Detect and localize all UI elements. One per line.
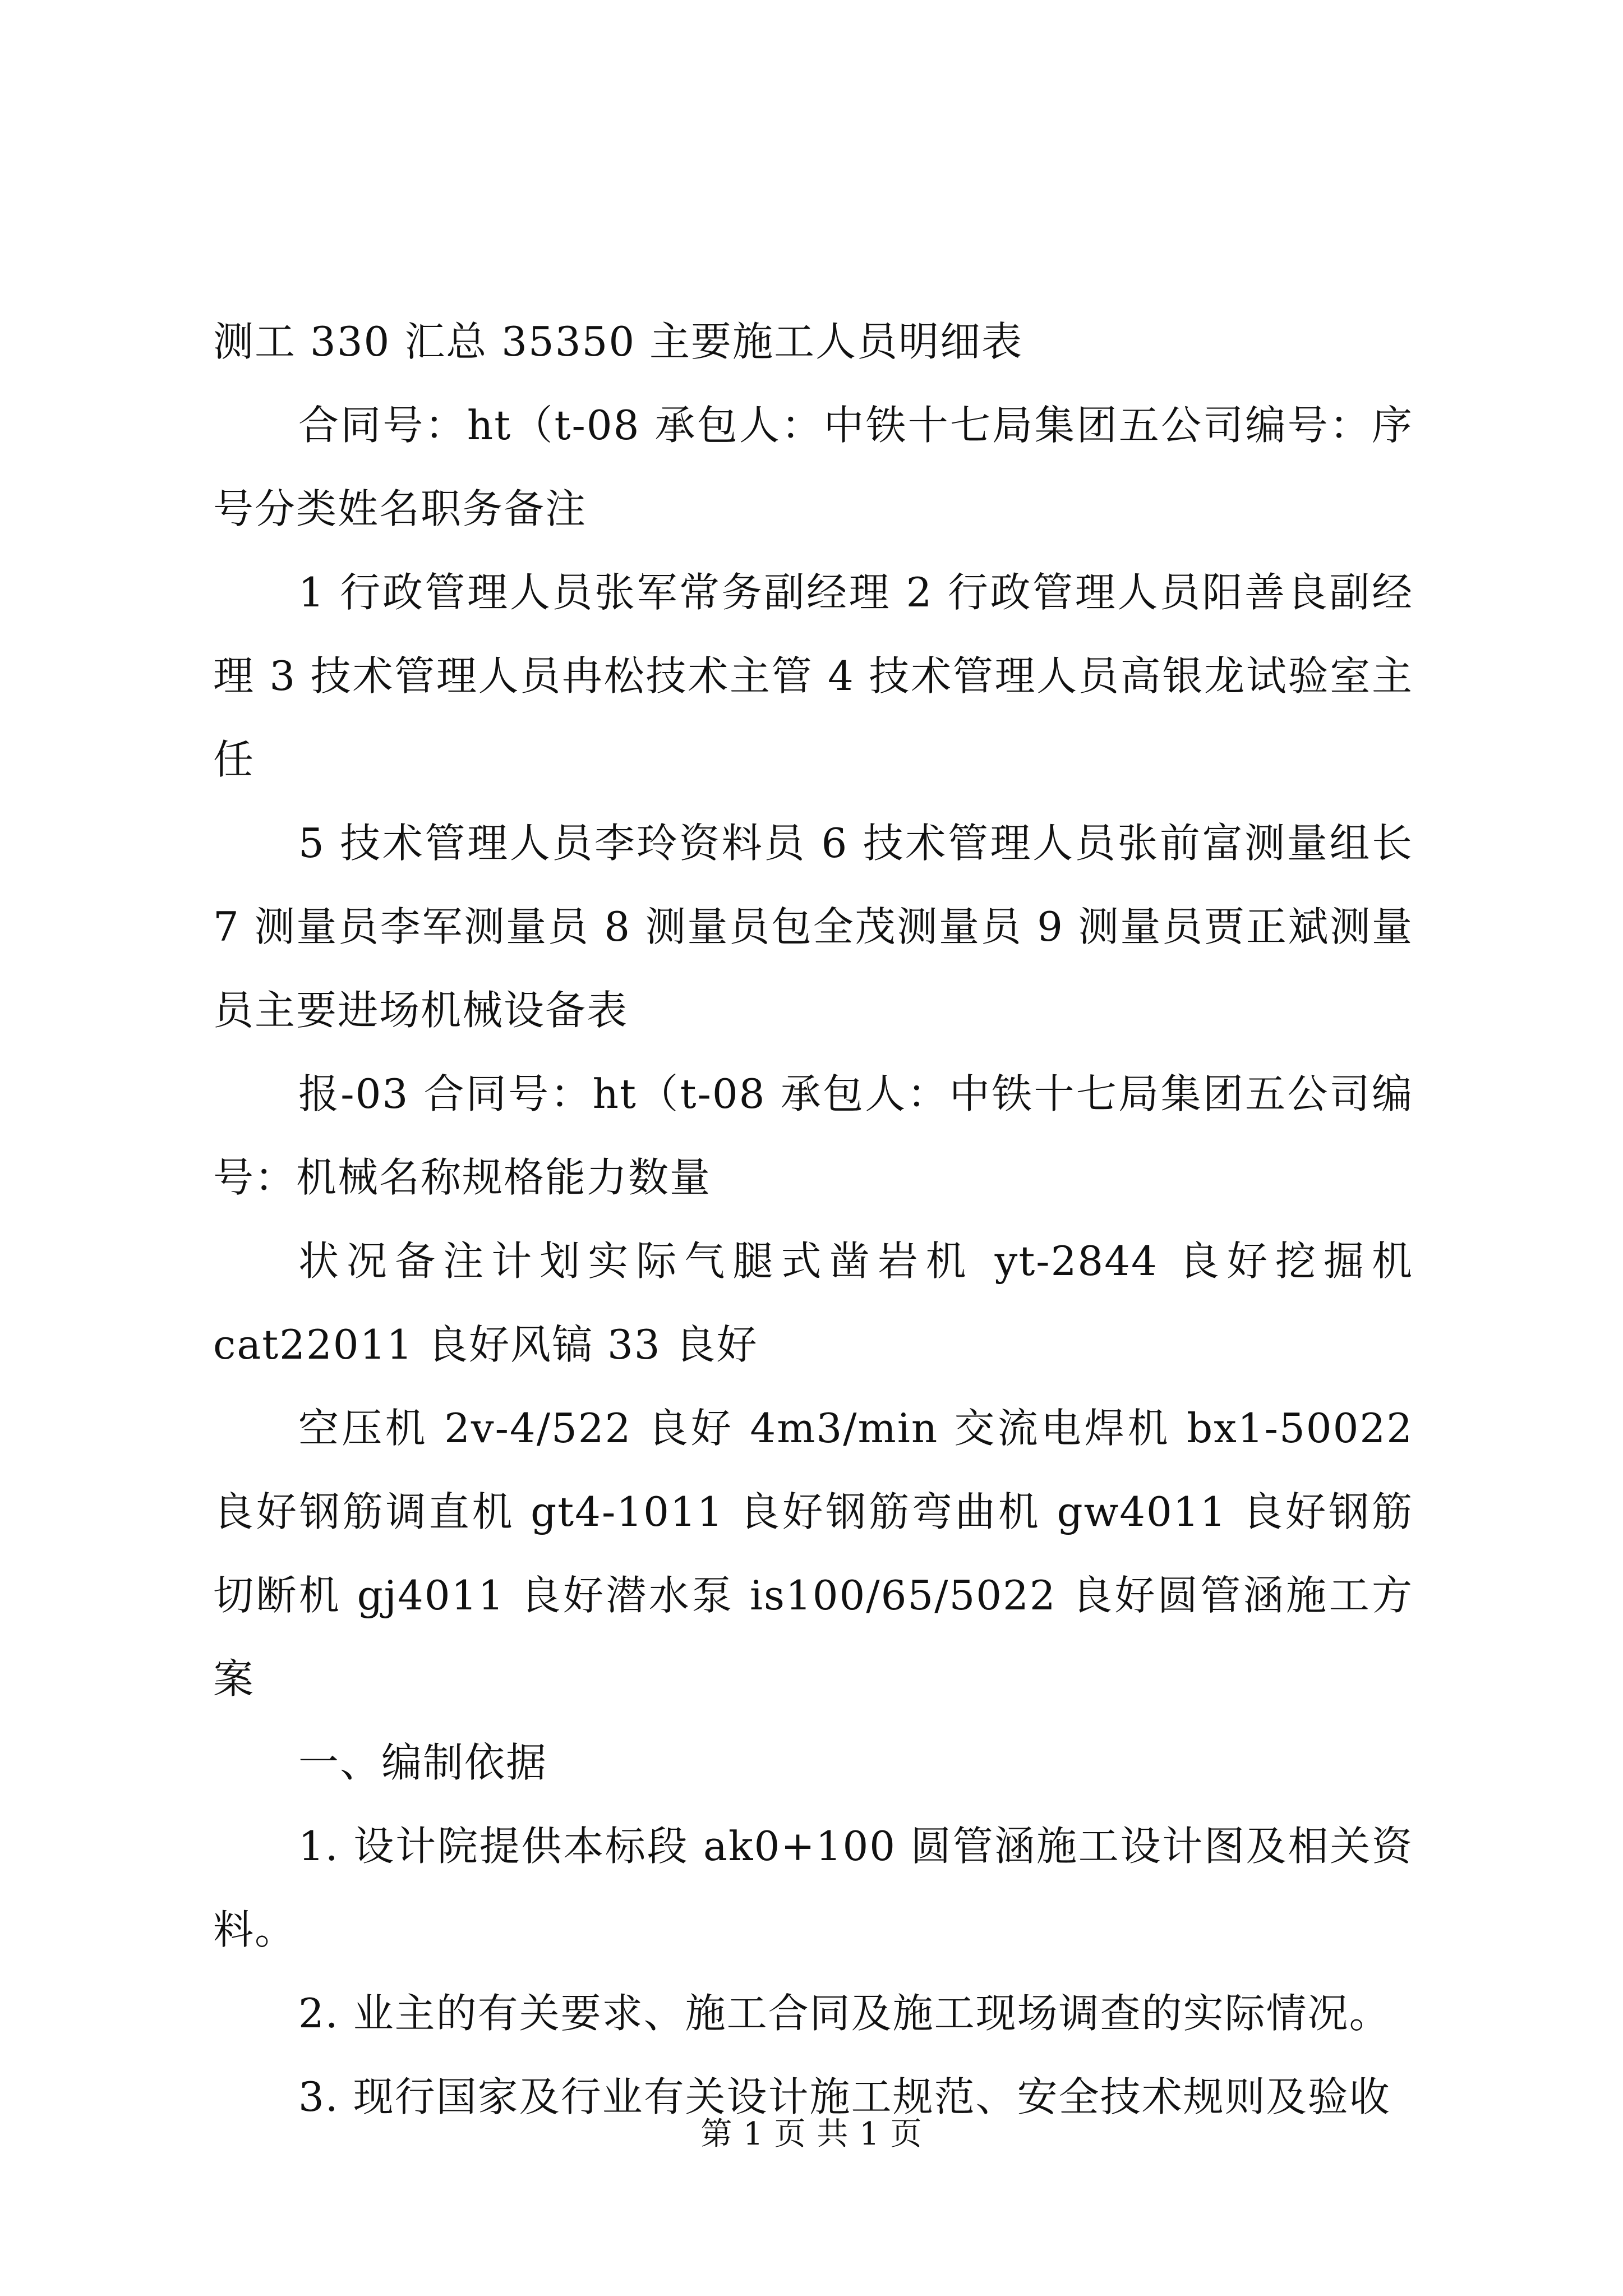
paragraph-summary-title: 测工 330 汇总 35350 主要施工人员明细表 xyxy=(213,318,1023,365)
page-footer: 第 1 页 共 1 页 xyxy=(700,2116,923,2152)
paragraph-equipment-header: 报-03 合同号：ht（t-08 承包人：中铁十七局集团五公司编号：机械名称规格能力数量 xyxy=(213,1070,1413,1201)
paragraph-staff-list-2: 5 技术管理人员李玲资料员 6 技术管理人员张前富测量组长 7 测量员李军测量员 8 测量员包全茂测量员 9 测量员贾正斌测量员主要进场机械设备表 xyxy=(213,820,1413,1034)
paragraph-contract-info: 合同号：ht（t-08 承包人：中铁十七局集团五公司编号：序号分类姓名职务备注 xyxy=(213,402,1413,532)
list-item-basis-3: 3. 现行国家及行业有关设计施工规范、安全技术规则及验收 xyxy=(298,2073,1391,2120)
list-item-basis-2: 2. 业主的有关要求、施工合同及施工现场调查的实际情况。 xyxy=(298,1990,1391,2037)
list-item-basis-1: 1. 设计院提供本标段 ak0+100 圆管涵施工设计图及相关资料。 xyxy=(213,1823,1413,1953)
paragraph-equipment-list-1: 状况备注计划实际气腿式凿岩机 yt-2844 良好挖掘机 cat22011 良好风镐 33 良好 xyxy=(213,1237,1413,1368)
paragraph-staff-list-1: 1 行政管理人员张军常务副经理 2 行政管理人员阳善良副经理 3 技术管理人员冉松技术主管 4 技术管理人员高银龙试验室主任 xyxy=(213,569,1413,783)
section-heading-basis: 一、编制依据 xyxy=(298,1739,548,1786)
paragraph-equipment-list-2: 空压机 2v-4/522 良好 4m3/min 交流电焊机 bx1-50022 良好钢筋调直机 gt4-1011 良好钢筋弯曲机 gw4011 良好钢筋切断机 gj4011 良好潜水泵 is100/65/5022 良好圆管涵施工方案 xyxy=(213,1405,1413,1703)
document-body xyxy=(213,300,1413,2139)
